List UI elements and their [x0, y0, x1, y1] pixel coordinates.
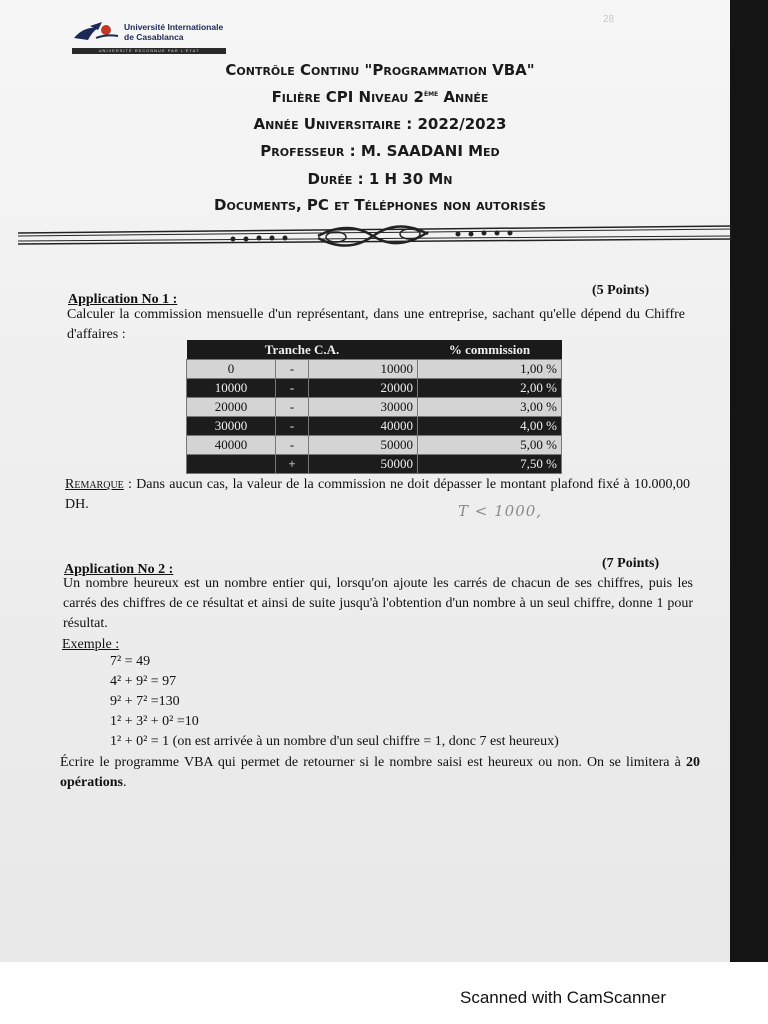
table-row	[187, 379, 562, 398]
header-line-4: Professeur : M. SAADANI Med	[260, 142, 500, 160]
task-text-bold: 20 opérations	[60, 755, 700, 790]
example-label-text: Exemple	[62, 637, 112, 652]
app1-title: Application No 1 :	[68, 292, 178, 307]
app2-points: (7 Points)	[602, 556, 660, 571]
table-header-commission: % commission	[418, 340, 562, 360]
handwritten-note	[458, 502, 558, 530]
header-line-6: Documents, PC et Téléphones non autorisés	[214, 196, 546, 214]
table-cell: 2,00 %	[418, 379, 562, 398]
app2-text: Un nombre heureux est un nombre entier qui, lorsqu'on ajoute les carrés de chacun de ses chiffres, puis les carrés des chiffres de ce résultat et ainsi de suite jusqu'à l'obtention d'un nombre à un seul chiffre, donne 1 pour résultat.	[63, 576, 693, 631]
task-text-post: .	[123, 775, 127, 790]
example-line: 4² + 9² = 97	[110, 674, 177, 689]
handwritten-note-text: T < 1000,	[458, 502, 543, 520]
app1-points: (5 Points)	[592, 283, 650, 298]
logo-tagline: UNIVERSITÉ RECONNUE PAR L'ÉTAT	[72, 48, 226, 54]
table-row	[187, 436, 562, 455]
table-header-row	[187, 340, 562, 360]
remark-text: : Dans aucun cas, la valeur de la commission ne doit dépasser le montant plafond fixé à 10.000,00 DH.	[65, 477, 690, 512]
commission-table	[186, 340, 562, 474]
table-cell: 4,00 %	[418, 417, 562, 436]
header-line-2-sup: ème	[423, 89, 439, 99]
corner-mark: 28	[603, 14, 615, 25]
table-cell: 3,00 %	[418, 398, 562, 417]
table-cell: 40000	[309, 417, 418, 436]
table-cell: 5,00 %	[418, 436, 562, 455]
university-logo	[72, 20, 232, 56]
app1-remark	[65, 475, 690, 515]
table-row	[187, 398, 562, 417]
logo-emblem-icon	[72, 20, 120, 46]
table-cell: 30000	[309, 398, 418, 417]
logo-line2: de Casablanca	[124, 32, 184, 42]
table-cell: -	[276, 360, 309, 379]
table-cell: 10000	[309, 360, 418, 379]
table-cell: 50000	[309, 436, 418, 455]
app2-task	[60, 753, 700, 793]
example-line: 1² + 3² + 0² =10	[110, 714, 199, 729]
example-line: 7² = 49	[110, 654, 151, 669]
logo-text	[124, 22, 223, 42]
header-line-2	[140, 88, 620, 106]
table-cell: -	[276, 379, 309, 398]
remark-label: Remarque	[65, 477, 124, 492]
table-cell: 10000	[187, 379, 276, 398]
table-cell: 30000	[187, 417, 276, 436]
table-row	[187, 417, 562, 436]
table-cell: 1,00 %	[418, 360, 562, 379]
table-cell: +	[276, 455, 309, 474]
header-line-5: Durée : 1 H 30 Mn	[307, 170, 453, 188]
example-line: 1² + 0² = 1 (on est arrivée à un nombre d'un seul chiffre = 1, donc 7 est heureux)	[110, 734, 559, 749]
table-cell: 40000	[187, 436, 276, 455]
ornamental-divider-icon	[18, 222, 732, 252]
table-cell: 20000	[309, 379, 418, 398]
example-label: Exemple :	[62, 637, 120, 652]
table-cell: -	[276, 398, 309, 417]
app2-title: Application No 2 :	[64, 562, 174, 577]
example-line: 9² + 7² =130	[110, 694, 180, 709]
table-cell: 20000	[187, 398, 276, 417]
table-cell: -	[276, 417, 309, 436]
header-line-2-pre: Filière CPI Niveau 2	[271, 88, 424, 106]
page-dark-edge	[730, 0, 768, 962]
header-line-1: Contrôle Continu "Programmation VBA"	[225, 61, 535, 79]
table-cell: 0	[187, 360, 276, 379]
table-cell: -	[276, 436, 309, 455]
table-row	[187, 360, 562, 379]
camscanner-watermark: Scanned with CamScanner	[460, 988, 667, 1007]
table-row	[187, 455, 562, 474]
header-line-3: Année Universitaire : 2022/2023	[253, 115, 507, 133]
task-text-pre: Écrire le programme VBA qui permet de retourner si le nombre saisi est heureux ou non. On se limitera à	[60, 755, 686, 770]
app1-text: Calculer la commission mensuelle d'un représentant, dans une entreprise, sachant qu'elle dépend du Chiffre d'affaires :	[67, 307, 685, 342]
logo-line1: Université Internationale	[124, 22, 224, 32]
header-line-2-post: Année	[438, 88, 489, 106]
table-cell	[187, 455, 276, 474]
table-header-tranche: Tranche C.A.	[187, 340, 418, 360]
table-cell: 50000	[309, 455, 418, 474]
table-cell: 7,50 %	[418, 455, 562, 474]
